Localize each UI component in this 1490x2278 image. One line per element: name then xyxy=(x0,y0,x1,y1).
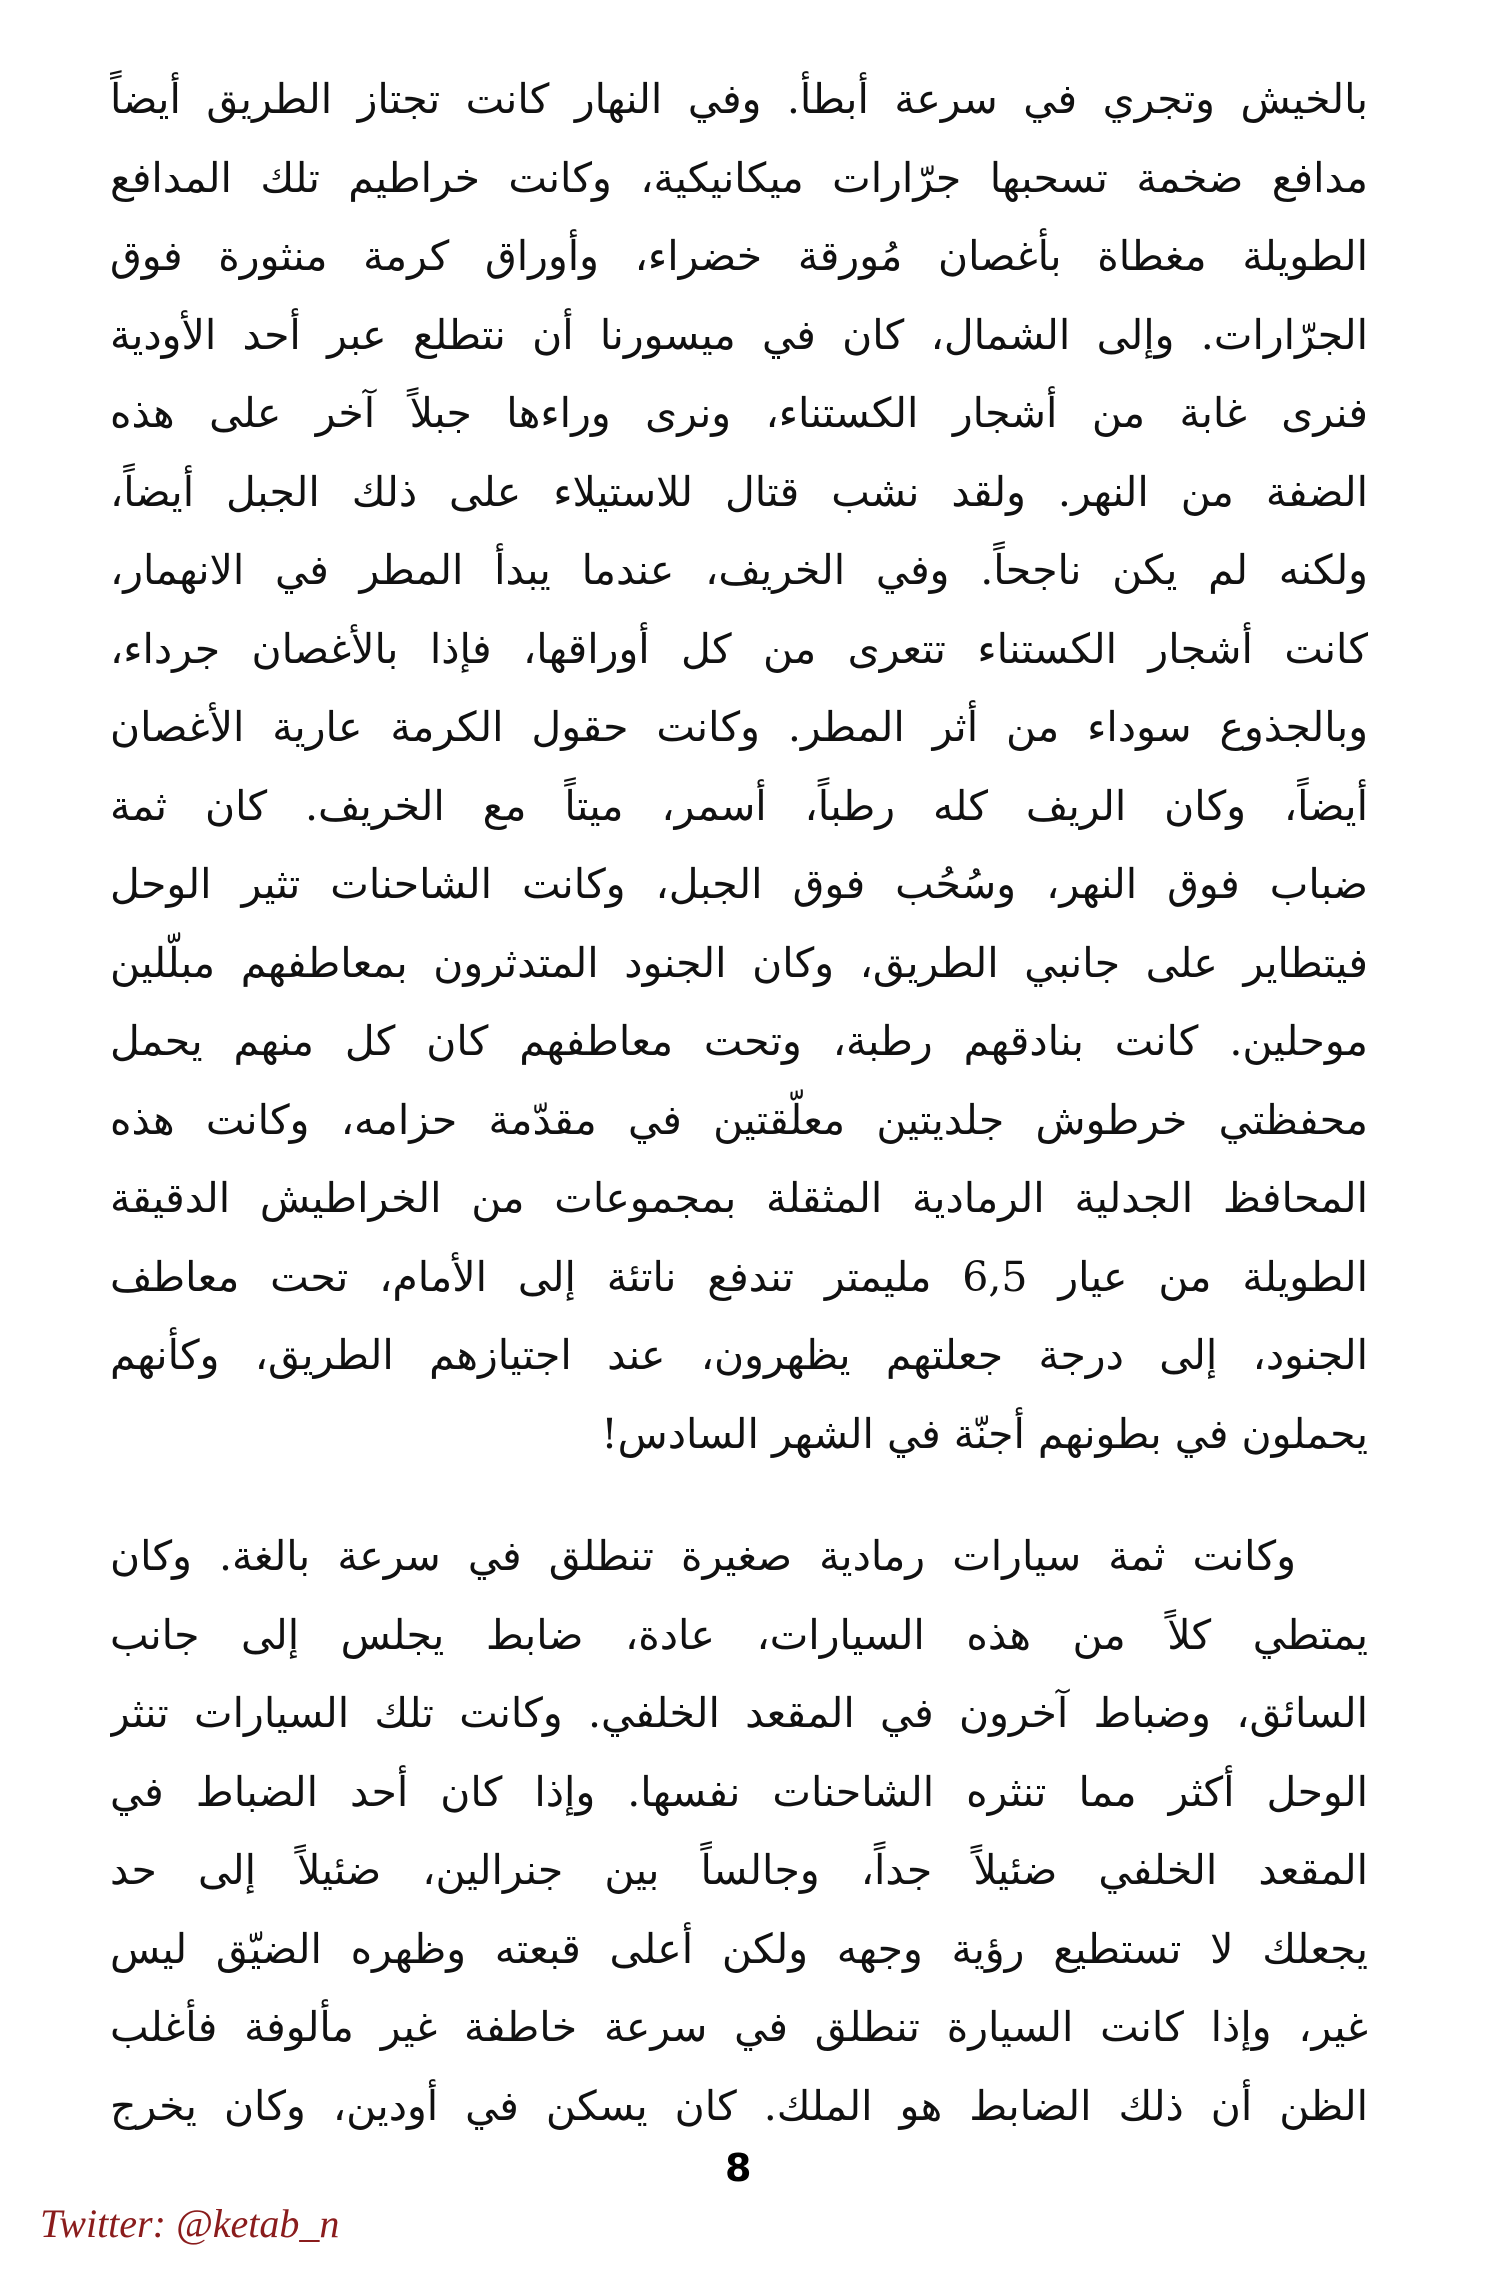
text-line: الطويلة من عيار 6,5 مليمتر تندفع ناتئة إلى الأمام، تحت معاطف xyxy=(110,1252,1368,1301)
text-line: الوحل أكثر مما تنثره الشاحنات نفسها. وإذا كان أحد الضباط في xyxy=(110,1767,1368,1816)
text-line: يحملون في بطونهم أجنّة في الشهر السادس! xyxy=(601,1409,1368,1458)
text-line: وبالجذوع سوداء من أثر المطر. وكانت حقول الكرمة عارية الأغصان xyxy=(110,703,1368,751)
text-line: غير، وإذا كانت السيارة تنطلق في سرعة خاطفة غير مألوفة فأغلب xyxy=(110,2003,1368,2051)
text-line: الضفة من النهر. ولقد نشب قتال للاستيلاء على ذلك الجبل أيضاً، xyxy=(110,467,1368,516)
text-line: ضباب فوق النهر، وسُحُب فوق الجبل، وكانت الشاحنات تثير الوحل xyxy=(110,860,1368,908)
text-line: وكانت ثمة سيارات رمادية صغيرة تنطلق في سرعة بالغة. وكان xyxy=(110,1532,1296,1580)
text-line: أيضاً، وكان الريف كله رطباً، أسمر، ميتاً مع الخريف. كان ثمة xyxy=(110,781,1368,830)
text-line: كانت أشجار الكستناء تتعرى من كل أوراقها، فإذا بالأغصان جرداء، xyxy=(110,624,1368,673)
text-line: الظن أن ذلك الضابط هو الملك. كان يسكن في أودين، وكان يخرج xyxy=(110,2081,1368,2130)
page-number: 8 xyxy=(725,2146,752,2190)
paragraph xyxy=(110,1517,1368,2145)
text-line: ولكنه لم يكن ناجحاً. وفي الخريف، عندما يبدأ المطر في الانهمار، xyxy=(110,546,1368,594)
text-line: فنرى غابة من أشجار الكستناء، ونرى وراءها جبلاً آخر على هذه xyxy=(110,389,1368,437)
text-line: بالخيش وتجري في سرعة أبطأ. وفي النهار كانت تجتاز الطريق أيضاً xyxy=(110,75,1368,123)
text-line: محفظتي خرطوش جلديتين معلّقتين في مقدّمة حزامه، وكانت هذه xyxy=(110,1095,1368,1144)
text-line: السائق، وضباط آخرون في المقعد الخلفي. وكانت تلك السيارات تنثر xyxy=(110,1689,1368,1737)
paragraph xyxy=(110,60,1368,1473)
text-line: الطويلة مغطاة بأغصان مُورقة خضراء، وأوراق كرمة منثورة فوق xyxy=(110,232,1368,280)
text-line: فيتطاير على جانبي الطريق، وكان الجنود المتدثرون بمعاطفهم مبلّلين xyxy=(110,938,1368,987)
text-line: المحافظ الجدلية الرمادية المثقلة بمجموعات من الخراطيش الدقيقة xyxy=(110,1174,1368,1222)
text-line: موحلين. كانت بنادقهم رطبة، وتحت معاطفهم كان كل منهم يحمل xyxy=(110,1017,1368,1065)
text-line: يجعلك لا تستطيع رؤية وجهه ولكن أعلى قبعته وظهره الضيّق ليس xyxy=(110,1924,1368,1973)
text-line: الجرّارات. وإلى الشمال، كان في ميسورنا أن نتطلع عبر أحد الأودية xyxy=(110,310,1368,359)
text-line: الجنود، إلى درجة جعلتهم يظهرون، عند اجتيازهم الطريق، وكأنهم xyxy=(110,1331,1368,1379)
text-line: مدافع ضخمة تسحبها جرّارات ميكانيكية، وكانت خراطيم تلك المدافع xyxy=(110,153,1368,202)
text-line: يمتطي كلاً من هذه السيارات، عادة، ضابط يجلس إلى جانب xyxy=(110,1610,1368,1659)
text-line: المقعد الخلفي ضئيلاً جداً، وجالساً بين جنرالين، ضئيلاً إلى حد xyxy=(110,1846,1368,1894)
body-text xyxy=(110,60,1368,2145)
watermark: Twitter: @ketab_n xyxy=(40,2201,340,2246)
